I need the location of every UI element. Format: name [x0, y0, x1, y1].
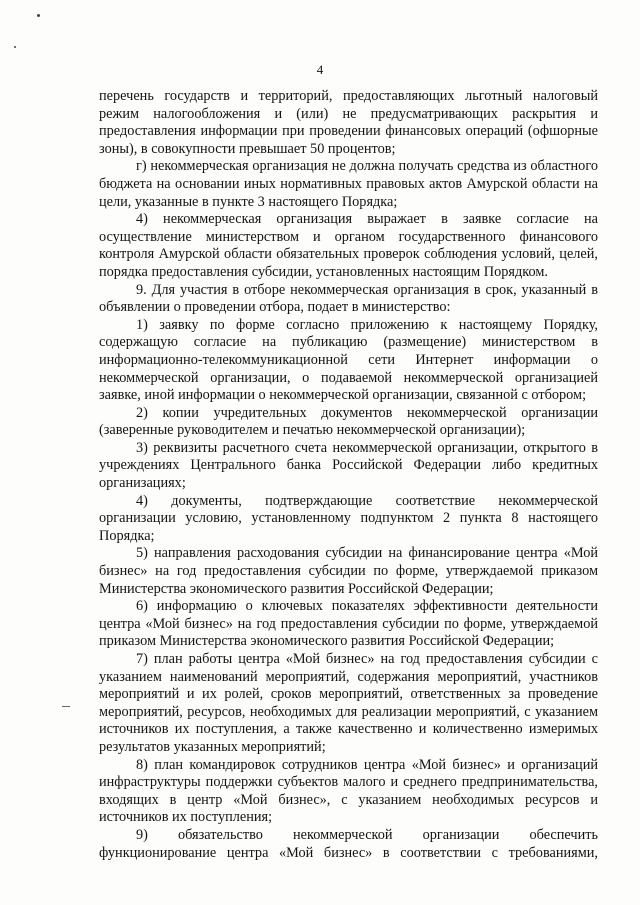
paragraph-item-8: 8) план командировок сотрудников центра «Мой бизнес» и организаций инфраструктуры поддержки субъектов малого и среднего предпринимательства, входящих в центр «Мой бизнес», с указанием необходимых ресурсов и источников их поступления; [99, 756, 598, 826]
paragraph-item-1: 1) заявку по форме согласно приложению к настоящему Порядку, содержащую согласие на публикацию (размещение) министерством в информационно-телекоммуникационной сети Интернет информации о некоммерческой организации, о подаваемой некоммерческой организацией заявке, иной информации о некоммерческой организации, связанной с отбором; [99, 316, 598, 404]
paragraph-item-6: 6) информацию о ключевых показателях эффективности деятельности центра «Мой бизнес» на год предоставления субсидии по форме, утверждаемой приказом Министерства экономического развития Российской Федерации; [99, 598, 598, 650]
paragraph-item-g: г) некоммерческая организация не должна получать средства из областного бюджета на основании иных нормативных правовых актов Амурской области на цели, указанные в пункте 3 настоящего Порядка; [99, 158, 598, 210]
scan-mark [62, 706, 70, 707]
paragraph-item-3: 3) реквизиты расчетного счета некоммерческой организации, открытого в учреждениях Центрального банка Российской Федерации либо кредитных организациях; [99, 439, 598, 492]
paragraph-item-9: 9) обязательство некоммерческой организации обеспечить функционирование центра «Мой бизнес» в соответствии с требованиями, [99, 826, 598, 861]
paragraph-section-9: 9. Для участия в отборе некоммерческая организация в срок, указанный в объявлении о проведении отбора, подает в министерство: [99, 281, 598, 316]
paragraph-item-4: 4) документы, подтверждающие соответствие некоммерческой организации условию, установленному подпунктом 2 пункта 8 настоящего Порядка; [99, 492, 598, 544]
paragraph-item-5: 5) направления расходования субсидии на финансирование центра «Мой бизнес» на год предоставления субсидии по форме, утверждаемой приказом Министерства экономического развития Российской Федерации; [99, 545, 598, 597]
paragraph-item-7: 7) план работы центра «Мой бизнес» на год предоставления субсидии с указанием наименований мероприятий, содержания мероприятий, участников мероприятий и их ролей, сроков мероприятий, ответственных за проведение мероприятий, ресурсов, необходимых для реализации мероприятий, с указанием источников их поступления, а также качественно и количественно измеримых результатов указанных мероприятий; [99, 651, 598, 755]
page-number: 4 [316, 62, 324, 77]
scan-speck [37, 14, 40, 17]
document-body [99, 88, 598, 862]
paragraph-item-4-consent: 4) некоммерческая организация выражает в заявке согласие на осуществление министерством и органом государственного финансового контроля Амурской области обязательных проверок соблюдения условий, целей, порядка предоставления субсидии, установленных настоящим Порядком. [99, 211, 598, 280]
paragraph-continuation: перечень государств и территорий, предоставляющих льготный налоговый режим налогообложения и (или) не предусматривающих раскрытия и предоставления информации при проведении финансовых операций (офшорные зоны), в совокупности превышает 50 процентов; [99, 88, 598, 157]
paragraph-item-2: 2) копии учредительных документов некоммерческой организации (заверенные руководителем и печатью некоммерческой организации); [99, 404, 598, 439]
scan-speck [14, 46, 16, 48]
